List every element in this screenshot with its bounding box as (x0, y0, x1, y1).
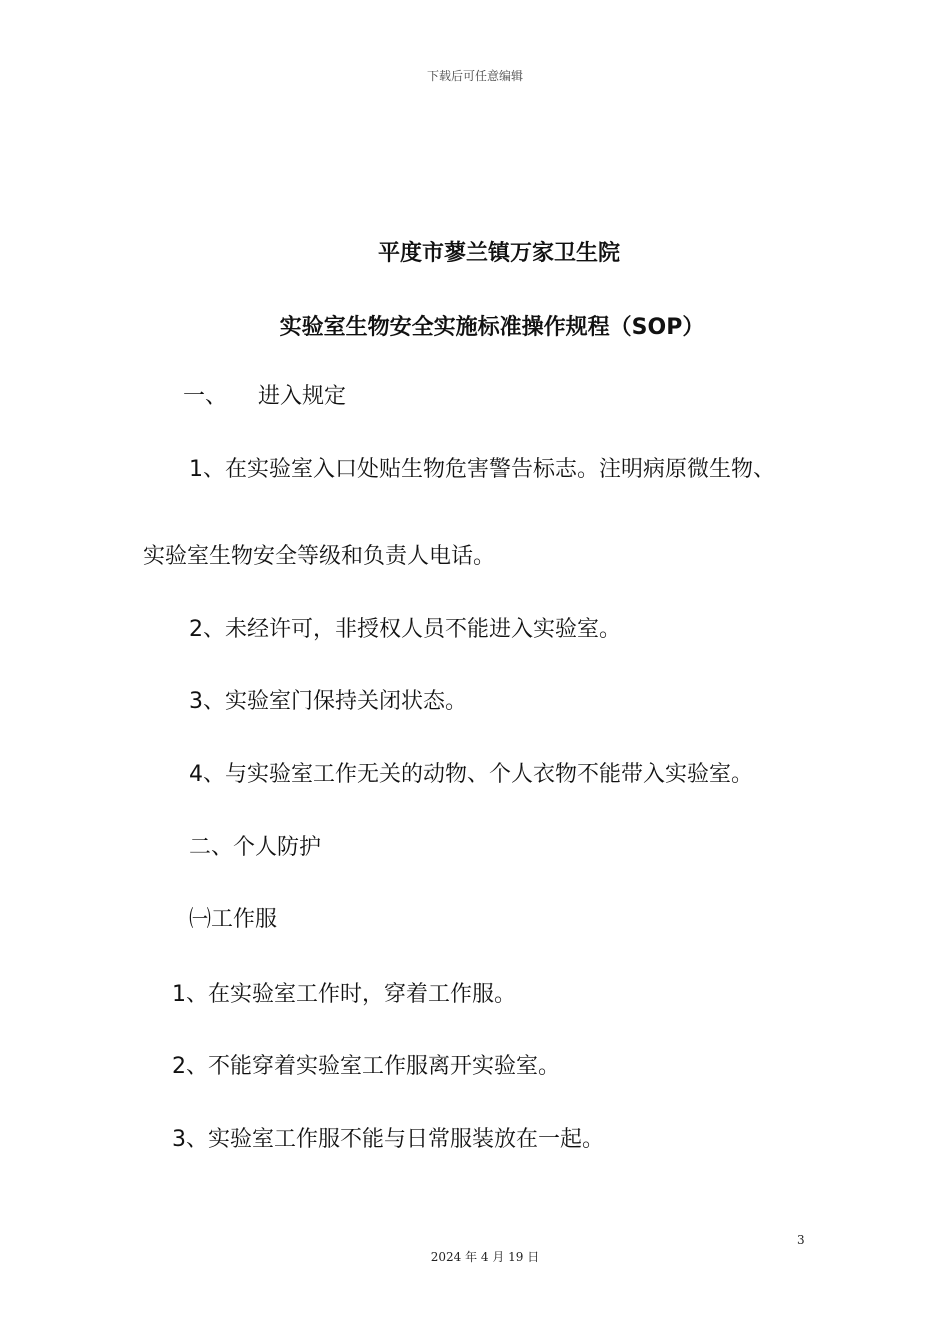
page-footer-date: 2024 年 4 月 19 日 (430, 1250, 540, 1264)
section-1-item-3: 3、实验室门保持关闭状态。 (189, 689, 467, 714)
section-2-heading: 二、个人防护 (189, 835, 322, 860)
section-1-item-2: 2、未经许可，非授权人员不能进入实验室。 (189, 617, 621, 642)
section-1-number: 一、 (183, 384, 228, 409)
section-2-item-3: 3、实验室工作服不能与日常服装放在一起。 (172, 1127, 604, 1152)
document-title-sop: 实验室生物安全实施标准操作规程（SOP） (279, 315, 705, 340)
page-header: 下载后可任意编辑 (426, 69, 523, 83)
section-2-subheading: ㈠工作服 (189, 907, 278, 932)
section-2-item-2: 2、不能穿着实验室工作服离开实验室。 (172, 1054, 560, 1079)
section-2-item-1: 1、在实验室工作时，穿着工作服。 (172, 982, 516, 1007)
section-1-item-1: 1、在实验室入口处贴生物危害警告标志。注明病原微生物、 (189, 457, 775, 482)
section-1-item-4: 4、与实验室工作无关的动物、个人衣物不能带入实验室。 (189, 762, 753, 787)
section-1-item-1-continued: 实验室生物安全等级和负责人电话。 (143, 544, 496, 569)
page-number: 3 (797, 1233, 805, 1247)
section-1-heading: 进入规定 (258, 384, 347, 409)
document-title-organization: 平度市蓼兰镇万家卫生院 (377, 241, 620, 266)
